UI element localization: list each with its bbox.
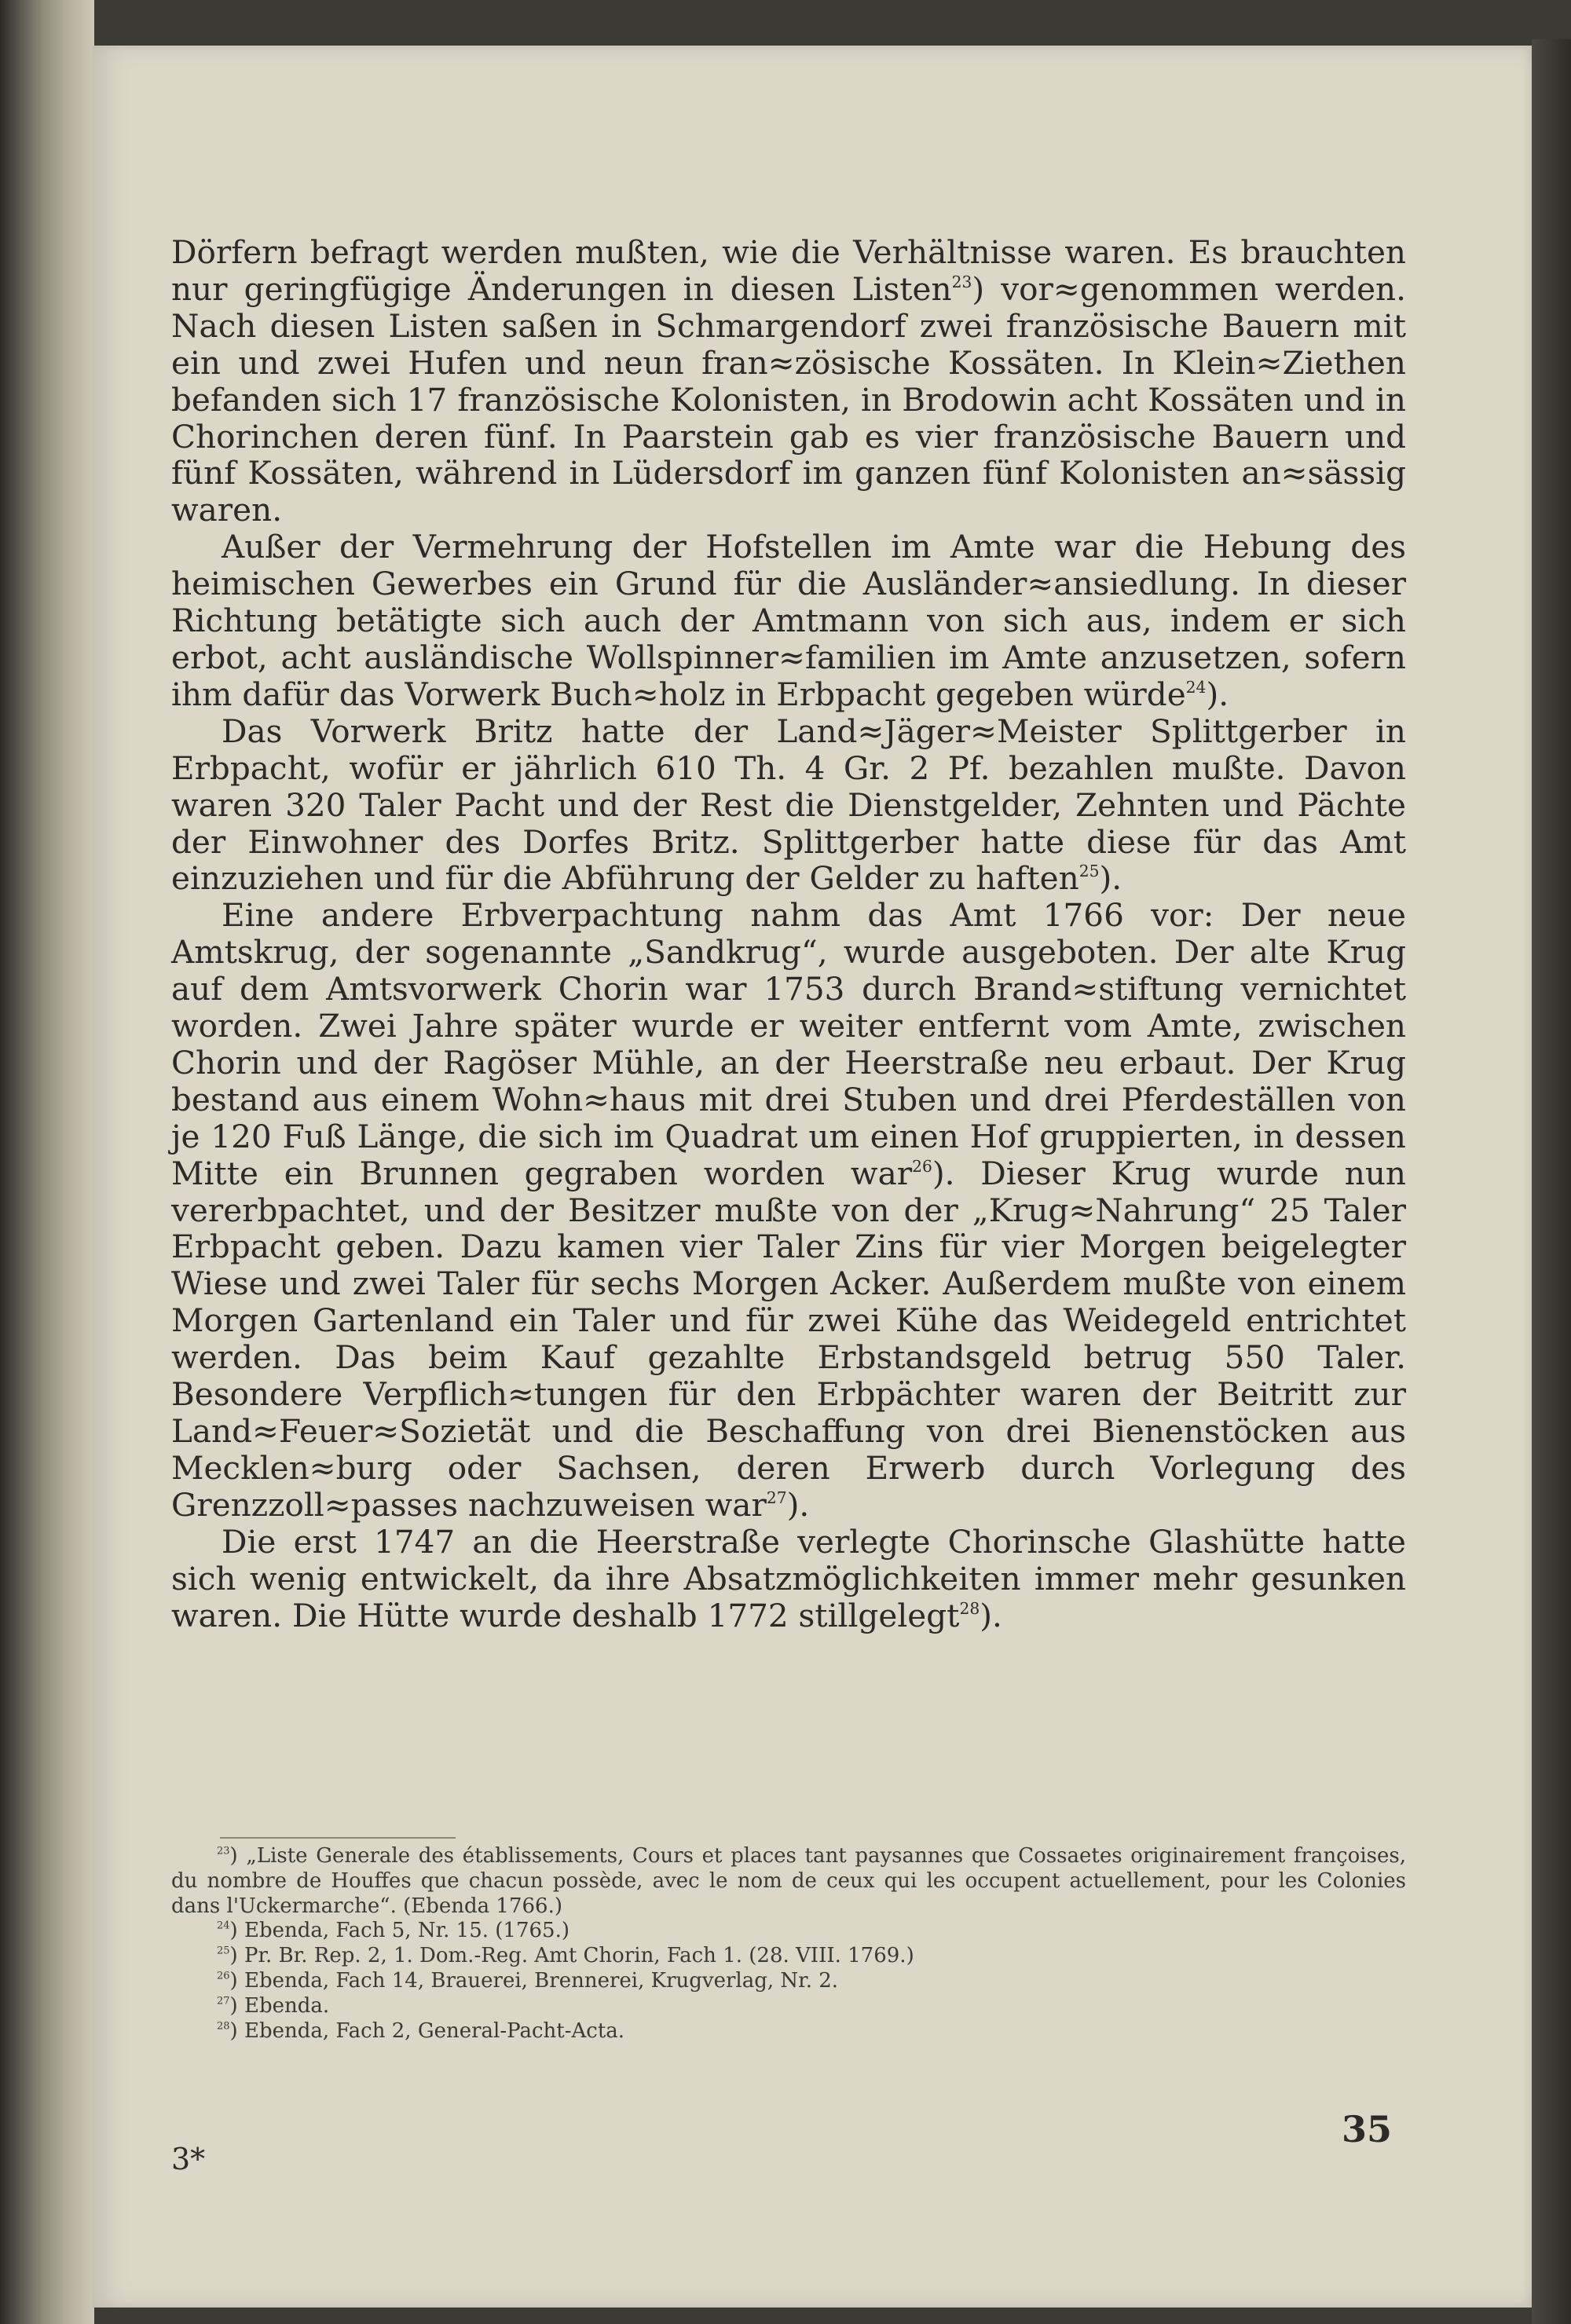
footnote-reference: 28 [959, 1598, 980, 1618]
paragraph-text: ). [980, 1596, 1002, 1634]
footnote-number: 27 [217, 1995, 230, 2007]
page-edge-shadow [1532, 39, 1571, 2324]
footnote-number: 28 [217, 2020, 230, 2033]
footnote-text: „Liste Generale des établissements, Cours et places tant paysannes que Cossaetes originairement françoises, du nombre de Houffes que chacun possède, avec le nom de ceux qui les occupent actuellement, pour les Colonies dans l'Uckermarche“. (Ebenda 1766.) [171, 1844, 1406, 1918]
footnote: $^{23}$) „Liste Generale des établissements, Cours et places tant paysannes que Cossaetes originairement françoises, du nombre de Houffes que chacun possède, avec le nom de ceux qui les occupent actuellement, pour les Colonies dans l'Uckermarche“. (Ebenda 1766.) [171, 1844, 1406, 1918]
body-paragraph [171, 1524, 1406, 1634]
footnote-reference: 25 [1078, 862, 1100, 881]
body-paragraph [171, 713, 1406, 898]
footnote: $^{26}$) Ebenda, Fach 14, Brauerei, Brennerei, Krugverlag, Nr. 2. [217, 1968, 839, 1993]
footnote-text: Ebenda. [244, 1993, 330, 2018]
footnotes [171, 1844, 1406, 2044]
body-text [171, 234, 1406, 1634]
footnote-separator [220, 1837, 456, 1839]
paragraph-text: ). Dieser Krug wurde nun vererbpachtet, und der Besitzer mußte von der „Krug≈Nahrung“ 25 Taler Erbpacht geben. Dazu kamen vier Taler Zins für vier Morgen beigelegter Wiese und zwei Taler für sechs Morgen Acker. Außerdem mußte von einem Morgen Gartenland ein Taler und für zwei Kühe das Weidegeld entrichtet werden. Das beim Kauf gezahlte Erbstandsgeld betrug 550 Taler. Besondere Verpflich≈tungen für den Erbpächter waren der Beitritt zur Land≈Feuer≈Sozietät und die Beschaffung von drei Bienenstöcken aus Mecklen≈burg oder Sachsen, deren Erwerb durch Vorlegung des Grenzzoll≈passes nachzuweisen war [171, 1154, 1406, 1524]
paragraph-text: Das Vorwerk Britz hatte der Land≈Jäger≈Meister Splittgerber in Erbpacht, wofür er jährlich 610 Th. 4 Gr. 2 Pf. bezahlen mußte. Davon waren 320 Taler Pacht und der Rest die Dienstgelder, Zehnten und Pächte der Einwohner des Dorfes Britz. Splittgerber hatte diese für das Amt einzuziehen und für die Abführung der Gelder zu haften [171, 712, 1406, 898]
paragraph-text: Eine andere Erbverpachtung nahm das Amt 1766 vor: Der neue Amtskrug, der sogenannte „Sandkrug“, wurde ausgeboten. Der alte Krug auf dem Amtsvorwerk Chorin war 1753 durch Brand≈stiftung vernichtet worden. Zwei Jahre später wurde er weiter entfernt vom Amte, zwischen Chorin und der Ragöser Mühle, an der Heerstraße neu erbaut. Der Krug bestand aus einem Wohn≈haus mit drei Stuben und drei Pferdeställen von je 120 Fuß Länge, die sich im Quadrat um einen Hof gruppierten, in dessen Mitte ein Brunnen gegraben worden war [171, 896, 1406, 1192]
book-page [93, 46, 1532, 2308]
page-number: 35 [1341, 2108, 1392, 2150]
paragraph-text: Dörfern befragt werden mußten, wie die Verhältnisse waren. Es brauchten nur geringfügige Änderungen in diesen Listen [171, 233, 1406, 308]
paragraph-text: Die erst 1747 an die Heerstraße verlegte Chorinsche Glashütte hatte sich wenig entwickelt, da ihre Absatzmöglichkeiten immer mehr gesunken waren. Die Hütte wurde deshalb 1772 stillgelegt [171, 1522, 1406, 1634]
paragraph-text: ). [1206, 675, 1229, 713]
paragraph-text: ) vor≈genommen werden. Nach diesen Listen saßen in Schmargendorf zwei französische Bauern mit ein und zwei Hufen und neun fran≈zösische Kossäten. In Klein≈Ziethen befanden sich 17 französische Kolonisten, in Brodowin acht Kossäten und in Chorinchen deren fünf. In Paarstein gab es vier französische Bauern und fünf Kossäten, während in Lüdersdorf im ganzen fünf Kolonisten an≈sässig waren. [171, 269, 1406, 529]
footnote-text: Ebenda, Fach 14, Brauerei, Brennerei, Krugverlag, Nr. 2. [244, 1968, 839, 1993]
book-gutter [0, 0, 94, 2324]
footnote-number: 26 [217, 1970, 230, 1982]
body-paragraph [171, 897, 1406, 1523]
paragraph-text: Außer der Vermehrung der Hofstellen im Amte war die Hebung des heimischen Gewerbes ein Grund für die Ausländer≈ansiedlung. In dieser Richtung betätigte sich auch der Amtmann von sich aus, indem er sich erbot, acht ausländische Wollspinner≈familien im Amte anzusetzen, sofern ihm dafür das Vorwerk Buch≈holz in Erbpacht gegeben würde [171, 528, 1406, 713]
footnote-text: Ebenda, Fach 5, Nr. 15. (1765.) [244, 1919, 570, 1943]
footnote-text: Ebenda, Fach 2, General-Pacht-Acta. [244, 2018, 625, 2043]
footnote: $^{27}$) Ebenda. [217, 1993, 330, 2018]
footnote-reference: 23 [951, 272, 972, 291]
footnote-number: 23 [217, 1845, 230, 1857]
paragraph-text: ). [1099, 859, 1122, 898]
footnote-reference: 26 [912, 1156, 932, 1176]
footnote-number: 25 [217, 1945, 230, 1957]
footnote: $^{24}$) Ebenda, Fach 5, Nr. 15. (1765.) [217, 1919, 570, 1943]
signature-mark: 3* [171, 2142, 206, 2176]
footnote-reference: 24 [1185, 677, 1207, 697]
footnote-text: Pr. Br. Rep. 2, 1. Dom.-Reg. Amt Chorin, Fach 1. (28. VIII. 1769.) [244, 1944, 914, 1968]
footnote: $^{25}$) Pr. Br. Rep. 2, 1. Dom.-Reg. Amt Chorin, Fach 1. (28. VIII. 1769.) [217, 1944, 914, 1968]
body-paragraph [171, 529, 1406, 713]
body-paragraph [171, 234, 1406, 529]
footnote: $^{28}$) Ebenda, Fach 2, General-Pacht-Acta. [217, 2018, 625, 2043]
footnote-number: 24 [217, 1920, 230, 1932]
paragraph-text: ). [786, 1485, 810, 1524]
footnote-reference: 27 [766, 1488, 787, 1507]
